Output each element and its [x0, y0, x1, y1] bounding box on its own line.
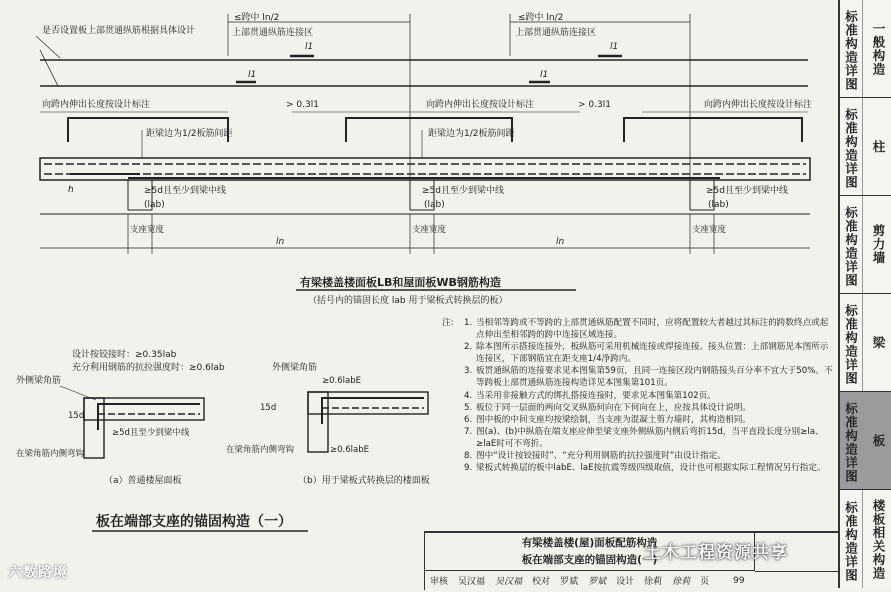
- extend-label-3: 向跨内伸出长度按设计标注: [704, 100, 813, 110]
- designer: 徐莉: [644, 577, 663, 587]
- note-text: 当相邻等跨或不等跨的上部贯通纵筋配置不同时，应将配置较大者越过其标注的跨数终点或起点伸出至相邻跨的跨中连接区域连接。: [476, 318, 829, 341]
- note-no: 7.: [464, 426, 473, 437]
- sidebar-tab-slab[interactable]: [840, 392, 891, 490]
- lab-2: (lab): [424, 200, 445, 210]
- sidebar-tab-beam[interactable]: [840, 294, 891, 392]
- support-width-2: 支座宽度: [412, 225, 447, 235]
- reviewer-signature: 吴汉福: [495, 577, 523, 587]
- detail-b-caption: （b）用于梁板式转换层的楼面板: [298, 476, 430, 486]
- note-no: 4.: [464, 390, 473, 401]
- bottom-title: 板在端部支座的锚固构造（一）: [96, 514, 292, 530]
- dim-ln-half-2: ≤跨中 ln/2: [518, 13, 564, 23]
- notes: [442, 317, 834, 474]
- chapter-sidebar: [838, 0, 891, 588]
- ln-label-1: ln: [276, 237, 285, 247]
- notes-label: 注:: [442, 318, 454, 328]
- note-no: 6.: [464, 414, 473, 425]
- h-label: h: [68, 185, 74, 195]
- tab-std-label: 标准构造详图: [840, 98, 863, 195]
- checker-signature: 罗斌: [588, 577, 607, 587]
- signature-row: [425, 571, 839, 590]
- check-label: 校对: [532, 577, 551, 587]
- note-row: [442, 450, 834, 462]
- note-row: [442, 390, 834, 402]
- dim-ln-half-1: ≤跨中 ln/2: [234, 13, 280, 23]
- detail-b-outer-bar: 外侧梁角筋: [272, 363, 318, 373]
- note-text: 当采用非接触方式的绑扎搭接连接时，要求见本图集第102页。: [476, 390, 716, 401]
- label-top-left: 是否设置板上部贯通纵筋根据具体设计: [42, 26, 196, 36]
- sidebar-tab-general[interactable]: [840, 0, 891, 98]
- ln-label-2: ln: [556, 237, 565, 247]
- sidebar-tab-slab-related[interactable]: [840, 490, 891, 588]
- title-line-2: 板在端部支座的锚固构造(一): [521, 554, 658, 566]
- tab-sub-label: 梁: [871, 335, 886, 350]
- support-width-3: 支座宽度: [692, 225, 727, 235]
- lab-3: (lab): [708, 200, 729, 210]
- beam-edge-1: 距梁边为1/2板筋间距: [146, 129, 233, 139]
- extend-label-2: 向跨内伸出长度按设计标注: [426, 100, 535, 110]
- design-label: 设计: [616, 577, 635, 587]
- main-title: 有梁楼盖楼面板LB和屋面板WB钢筋构造: [300, 276, 501, 289]
- sidebar-tab-shear-wall[interactable]: [840, 196, 891, 294]
- anchor-3: ≥5d且至少到梁中线: [706, 186, 788, 196]
- support-width-1: 支座宽度: [130, 225, 165, 235]
- detail-b-15d: 15d: [260, 403, 277, 413]
- note-row: [442, 414, 834, 426]
- reviewer: 吴汉福: [458, 577, 486, 587]
- tab-sub-label: 楼板相关构造: [871, 498, 886, 580]
- tab-std-label: 标准构造详图: [840, 490, 863, 588]
- extend-label-1: 向跨内伸出长度按设计标注: [42, 100, 151, 110]
- l1-label-c: l1: [248, 70, 257, 80]
- page-number: 99: [733, 575, 745, 586]
- detail-b-dim06: ≥0.6labE: [322, 376, 361, 386]
- splice-zone-2: 上部贯通纵筋连接区: [515, 28, 597, 38]
- note-text: 图(a)、(b)中纵筋在端支座应伸至梁支座外侧纵筋内侧后弯折15d，当平直段长度分别≥la、≥laE时可不弯折。: [476, 426, 824, 449]
- l1-label-b: l1: [610, 42, 619, 52]
- lab-1: (lab): [144, 200, 165, 210]
- anchor-1: ≥5d且至少到梁中线: [144, 186, 226, 196]
- note-no: 9.: [464, 463, 473, 474]
- l1-label-d: l1: [540, 70, 549, 80]
- note-no: 5.: [464, 402, 473, 413]
- tab-std-label: 标准构造详图: [840, 196, 863, 293]
- note-row: [442, 341, 834, 365]
- tab-sub-label: 板: [871, 433, 886, 448]
- detail-b-dim06b: ≥0.6labE: [330, 445, 369, 455]
- title-line-1: 有梁楼盖楼(屋)面板配筋构造: [521, 537, 658, 549]
- tab-std-label: 标准构造详图: [840, 392, 863, 489]
- note-text: 梁板式转换层的板中labE、laE按抗震等级四级取值，设计也可根据实际工程情况另行指定。: [476, 463, 826, 474]
- detail-a-outer-bar: 外侧梁角筋: [16, 376, 62, 386]
- anchor-2: ≥5d且至少到梁中线: [422, 186, 504, 196]
- dim-03-2: > 0.3l1: [578, 100, 611, 110]
- detail-a-caption: （a）普通楼屋面板: [104, 476, 182, 486]
- detail-a-tension: 充分利用钢筋的抗拉强度时：≥0.6lab: [72, 363, 225, 373]
- note-text: 图中板的中间支座均按梁绘制，当支座为混凝土剪力墙时，其构造相同。: [476, 414, 752, 425]
- beam-edge-2: 距梁边为1/2板筋间距: [428, 129, 515, 139]
- watermark-left: 六数路境: [8, 565, 68, 581]
- tab-sub-label: 柱: [871, 139, 886, 154]
- detail-a-15d: 15d: [68, 411, 85, 421]
- note-no: 3.: [464, 366, 473, 377]
- tab-sub-label: 一般构造: [871, 21, 886, 76]
- note-row: [442, 402, 834, 414]
- sidebar-tab-column[interactable]: [840, 98, 891, 196]
- tab-std-label: 标准构造详图: [840, 0, 863, 97]
- tab-std-label: 标准构造详图: [840, 294, 863, 391]
- checker: 罗斌: [560, 577, 579, 587]
- note-text: 图中“设计按铰接时”、“充分利用钢筋的抗拉强度时”由设计指定。: [476, 451, 726, 462]
- watermark-right: 土木工程资源共享: [644, 543, 788, 563]
- note-row: [442, 317, 834, 341]
- note-text: 板贯通纵筋的连接要求见本图集第59页，且同一连接区段内钢筋接头百分率不宜大于50%。不等跨板上部贯通纵筋连接构造详见本图集第101页。: [476, 366, 833, 389]
- detail-b-inner-bend: 在梁角筋内侧弯钩: [226, 445, 295, 455]
- detail-a-hinge: 设计按铰接时：≥0.35lab: [72, 350, 177, 360]
- note-no: 2.: [464, 342, 473, 353]
- note-no: 1.: [464, 318, 473, 328]
- page-label: 页: [700, 577, 710, 587]
- main-subtitle: （括号内的锚固长度 lab 用于梁板式转换层的板）: [308, 296, 508, 306]
- note-text: 除本图所示搭接连接外，板纵筋可采用机械连接或焊接连接。接头位置：上部钢筋见本图所示连接区，下部钢筋宜在距支座1/4净跨内。: [476, 342, 829, 365]
- slab-section: [40, 158, 810, 180]
- tab-sub-label: 剪力墙: [871, 224, 886, 265]
- designer-signature: 徐莉: [672, 577, 691, 587]
- note-row: [442, 365, 834, 389]
- note-text: 板位于同一层面的两向交叉纵筋何向在下何向在上，应按具体设计说明。: [476, 402, 752, 413]
- review-label: 审核: [430, 577, 449, 587]
- note-row: [442, 426, 834, 450]
- note-no: 8.: [464, 451, 473, 462]
- splice-zone-1: 上部贯通纵筋连接区: [232, 28, 314, 38]
- note-row: [442, 462, 834, 474]
- detail-a-inner-bend: 在梁角筋内侧弯钩: [16, 449, 85, 459]
- dim-03-1: > 0.3l1: [286, 100, 319, 110]
- detail-a-anchor: ≥5d且至少到梁中线: [112, 428, 190, 438]
- l1-label-a: l1: [305, 42, 314, 52]
